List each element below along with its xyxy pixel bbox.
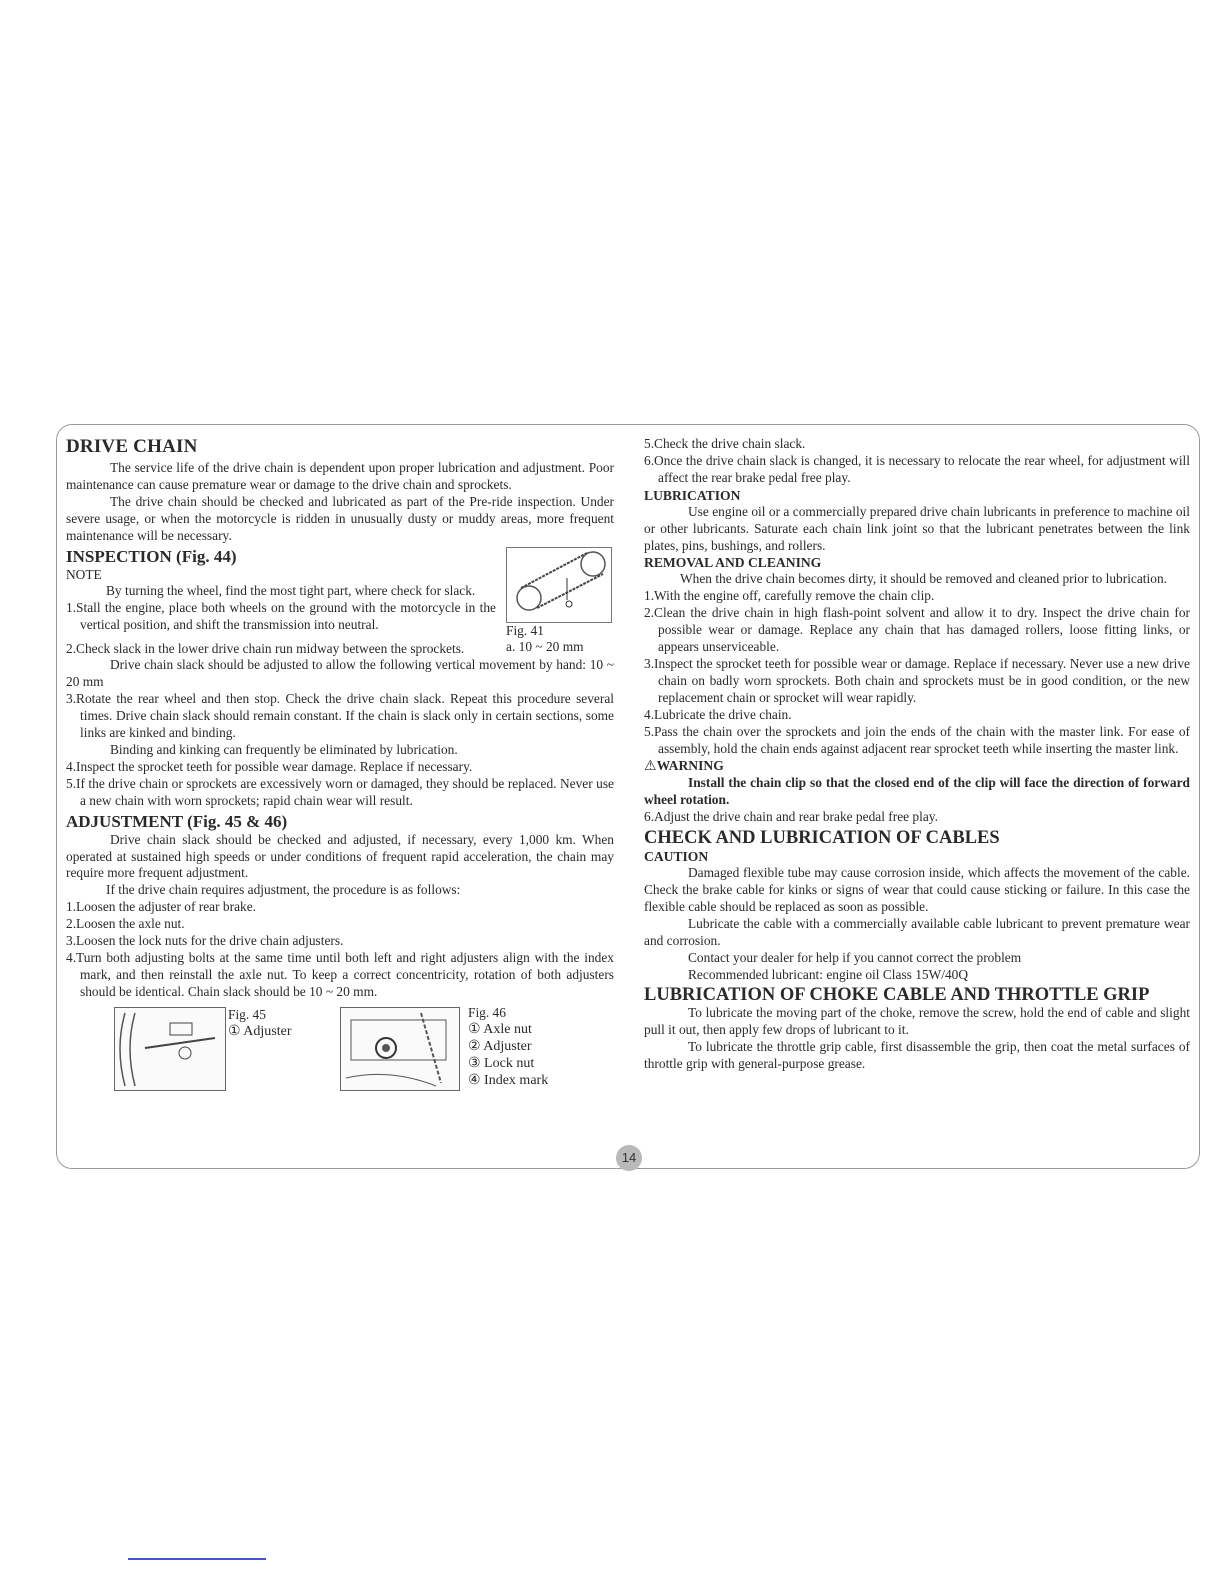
- removal-heading: REMOVAL AND CLEANING: [644, 555, 822, 571]
- inspection-step-3: 3.Rotate the rear wheel and then stop. Check the drive chain slack. Repeat this procedure several times. Drive chain slack should remain constant. If the chain is slack only in certain sections, some links are kinked and binding.: [66, 691, 614, 741]
- adjustment-procedure-intro: If the drive chain requires adjustment, the procedure is as follows:: [106, 882, 461, 898]
- adjustment-figures: [66, 1005, 614, 1097]
- inspection-heading: INSPECTION (Fig. 44): [66, 546, 237, 566]
- caution-text: Damaged flexible tube may cause corrosion inside, which affects the movement of the cable. Check the brake cable for kinks or signs of wear that could cause sticking or failure. In this case the flexible cable should be replaced as soon as possible.: [644, 865, 1190, 914]
- inspection-step-1: 1.Stall the engine, place both wheels on the ground with the motorcycle in the vertical position, and shift the transmission into neutral.: [66, 600, 496, 633]
- cable-lubricant-text: Lubricate the cable with a commercially available cable lubricant to prevent premature wear and corrosion.: [644, 915, 1190, 948]
- inspection-note-text: By turning the wheel, find the most tight part, where check for slack.: [106, 583, 476, 599]
- figure-45-item-1: ① Adjuster: [228, 1023, 292, 1039]
- figure-45-label: Fig. 45: [228, 1006, 266, 1022]
- throttle-lubrication-text: To lubricate the throttle grip cable, first disassemble the grip, then coat the metal surfaces of throttle grip with general-purpose grease.: [644, 1039, 1190, 1072]
- choke-throttle-heading: LUBRICATION OF CHOKE CABLE AND THROTTLE GRIP: [644, 985, 1150, 1006]
- adjustment-intro: Drive chain slack should be checked and adjusted, if necessary, every 1,000 km. When operated at sustained high speeds or under conditions of frequent rapid acceleration, the chain may require more frequent adjustment.: [66, 831, 614, 881]
- removal-step-2: 2.Clean the drive chain in high flash-point solvent and allow it to dry. Inspect the drive chain for possible wear or damage. Replace any chain that has damaged rollers, loose fitting links, or appears unserviceable.: [644, 605, 1190, 655]
- inspection-step-5: 5.If the drive chain or sprockets are excessively worn or damaged, they should be replaced. Never use a new chain with worn sprockets; rapid chain wear will result.: [66, 775, 614, 808]
- page-number: 14: [616, 1145, 642, 1171]
- figure-41-image: [506, 547, 612, 623]
- cable-recommended-lubricant: Recommended lubricant: engine oil Class 15W/40Q: [688, 966, 969, 982]
- figure-46-label: Fig. 46: [468, 1004, 506, 1020]
- adjustment-step-6: 6.Once the drive chain slack is changed, it is necessary to relocate the rear wheel, for adjustment will affect the rear brake pedal free play.: [644, 452, 1190, 485]
- figure-41: [506, 547, 614, 654]
- drive-chain-intro: The service life of the drive chain is dependent upon proper lubrication and adjustment. Poor maintenance can cause premature wear or damage to the drive chain and sprockets.: [66, 460, 614, 492]
- figure-46-item-1: ① Axle nut: [468, 1021, 532, 1037]
- lubrication-text: Use engine oil or a commercially prepared drive chain lubricants in preference to machine oil or other lubricants. Saturate each chain link joint so that the lubricant penetrates between the link plates, pins, bushings, and rollers.: [644, 503, 1190, 553]
- adjustment-step-2: 2.Loosen the axle nut.: [66, 916, 185, 932]
- adjustment-step-1: 1.Loosen the adjuster of rear brake.: [66, 899, 256, 915]
- adjustment-heading: ADJUSTMENT (Fig. 45 & 46): [66, 811, 288, 831]
- removal-step-3: 3.Inspect the sprocket teeth for possible wear or damage. Replace if necessary. Never use a new drive chain on badly worn sprockets. Both chain and sprockets must be in good condition, or the new replacement chain or sprocket will wear rapidly.: [644, 655, 1190, 705]
- figure-46-item-2: ② Adjuster: [468, 1038, 532, 1054]
- figure-46-item-3: ③ Lock nut: [468, 1055, 535, 1071]
- inspection-step-3-detail: Binding and kinking can frequently be eliminated by lubrication.: [110, 741, 458, 757]
- adjustment-step-4: 4.Turn both adjusting bolts at the same time until both left and right adjusters align with the index mark, and then reinstall the axle nut. To keep a correct concentricity, rotation of both adjusters should be identical. Chain slack should be 10 ~ 20 mm.: [66, 949, 614, 999]
- removal-step-4: 4.Lubricate the drive chain.: [644, 706, 792, 722]
- adjustment-step-5: 5.Check the drive chain slack.: [644, 436, 806, 451]
- lubrication-heading: LUBRICATION: [644, 487, 741, 503]
- choke-lubrication-text: To lubricate the moving part of the choke, remove the screw, hold the end of cable and slight pull it out, then apply few drops of lubricant to it.: [644, 1005, 1190, 1038]
- figure-45-image: [114, 1007, 226, 1091]
- footer-rule: [128, 1558, 266, 1560]
- removal-step-1: 1.With the engine off, carefully remove the chain clip.: [644, 588, 935, 604]
- figure-46-image: [340, 1007, 460, 1091]
- removal-step-5: 5.Pass the chain over the sprockets and join the ends of the chain with the master link. For ease of assembly, hold the chain ends against adjacent rear sprocket teeth while inserting the master link.: [644, 723, 1190, 756]
- inspection-note-label: NOTE: [66, 566, 102, 582]
- removal-step-6: 6.Adjust the drive chain and rear brake pedal free play.: [644, 809, 938, 825]
- inspection-step-2-detail: Drive chain slack should be adjusted to allow the following vertical movement by hand: 10 ~ 20 mm: [66, 657, 614, 690]
- cable-dealer-text: Contact your dealer for help if you cannot correct the problem: [688, 949, 1022, 965]
- right-column: [644, 436, 1190, 1073]
- caution-heading: CAUTION: [644, 849, 709, 865]
- figure-41-label: Fig. 41: [506, 622, 544, 638]
- warning-heading: [644, 757, 1190, 775]
- figure-46-item-4: ④ Index mark: [468, 1072, 549, 1088]
- warning-text: Install the chain clip so that the closed end of the clip will face the direction of forward wheel rotation.: [644, 775, 1190, 808]
- inspection-step-2: 2.Check slack in the lower drive chain run midway between the sprockets.: [66, 640, 465, 656]
- drive-chain-preride: The drive chain should be checked and lubricated as part of the Pre-ride inspection. Under severe usage, or when the motorcycle is ridden in unusually dusty or muddy areas, more frequent maintenance will be necessary.: [66, 493, 614, 543]
- removal-text: When the drive chain becomes dirty, it should be removed and cleaned prior to lubrication.: [680, 571, 1167, 587]
- adjustment-step-3: 3.Loosen the lock nuts for the drive chain adjusters.: [66, 933, 344, 949]
- left-column: [66, 436, 614, 1097]
- warning-label: WARNING: [656, 758, 724, 774]
- inspection-step-4: 4.Inspect the sprocket teeth for possible wear damage. Replace if necessary.: [66, 758, 473, 774]
- warning-triangle-icon: ⚠: [644, 758, 657, 775]
- drive-chain-heading: DRIVE CHAIN: [66, 436, 198, 457]
- cables-heading: CHECK AND LUBRICATION OF CABLES: [644, 828, 1000, 849]
- figure-41-value: a. 10 ~ 20 mm: [506, 638, 584, 654]
